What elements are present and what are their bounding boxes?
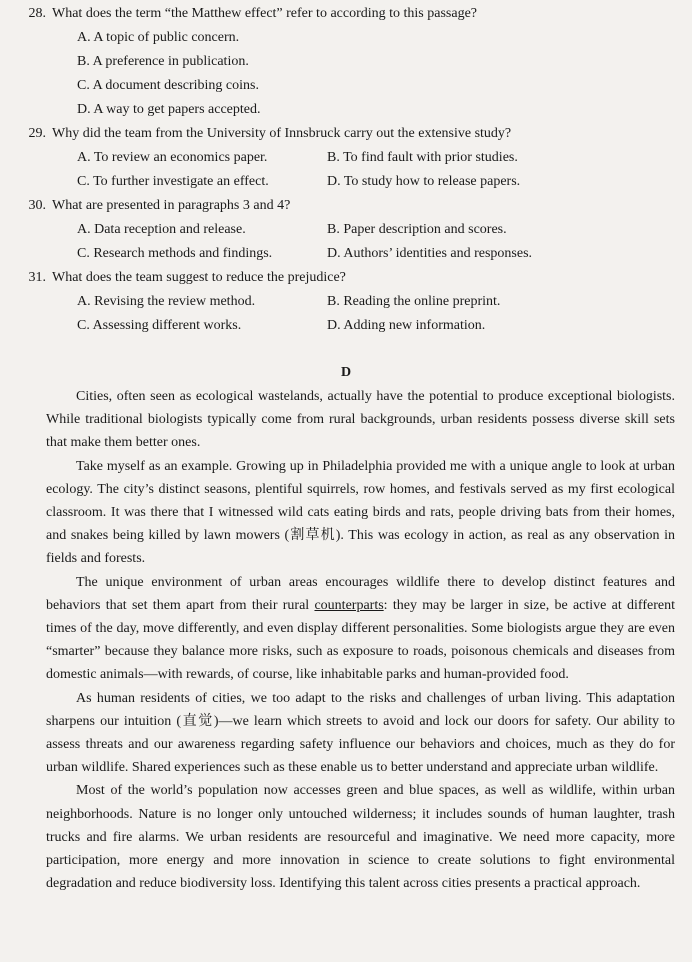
paragraph-text: : they may be larger in size, be active at different times of the day, move differently, and even display different personalities. Some biologists argue they are even “smarter” because they balance more risks, such as exposure to roads, poisonous chemicals and diseases from domestic animals—with rewards, of course, like inhabitable parks and human-provided food. [46,597,675,683]
question-text: What are presented in paragraphs 3 and 4? [52,198,291,213]
option-29-d: D. To study how to release papers. [327,174,521,189]
passage-paragraph-2: Take myself as an example. Growing up in Philadelphia provided me with a unique angle to look at urban ecology. The city’s distinct seasons, plentiful squirrels, row homes, and festivals served as my first ecological classroom. It was there that I witnessed wild cats eating birds and rats, people driving bats from their homes, and snakes being killed by lawn mowers (割草机). This was ecology in action, as real as any observation in fields and forests. [46,458,675,567]
reading-passage [46,385,675,895]
option-28-b: B. A preference in publication. [77,54,249,69]
passage-paragraph-4: As human residents of cities, we too adapt to the risks and challenges of urban living. This adaptation sharpens our intuition (直觉)—we learn which streets to avoid and lock our doors for safety. Our ability to assess threats and our awareness regarding safety influence our behaviors and choices, much as they do for urban wildlife. Shared experiences such as these enable us to better understand and appreciate urban wildlife. [46,690,675,776]
option-30-a: A. Data reception and release. [77,222,246,237]
option-31-a: A. Revising the review method. [77,294,256,309]
paragraph-text: The unique environment of urban areas encourages wildlife there to develop distinct features and behaviors that set them apart from their rural [46,574,675,613]
passage-paragraph-3 [46,571,675,687]
question-31-stem [12,268,682,287]
question-number: 29. [28,126,46,141]
question-text: What does the term “the Matthew effect” refer to according to this passage? [52,6,478,21]
question-text: Why did the team from the University of Innsbruck carry out the extensive study? [52,126,512,141]
passage-paragraph-5: Most of the world’s population now accesses green and blue spaces, as well as wildlife, within urban neighborhoods. Nature is no longer only untouched wilderness; it includes sounds of human laughter, trash trucks and fire alarms. We urban residents are resourceful and imaginative. We need more capacity, more participation, more energy and more innovation in science to create solutions to fight environmental degradation and reduce biodiversity loss. Identifying this talent across cities presents a practical approach. [46,783,675,892]
option-29-a: A. To review an economics paper. [77,150,268,165]
question-30-stem [12,196,682,215]
option-30-c: C. Research methods and findings. [77,246,273,261]
question-number: 30. [28,198,46,213]
underlined-word: counterparts [314,597,384,613]
option-30-d: D. Authors’ identities and responses. [327,246,533,261]
option-28-d: D. A way to get papers accepted. [77,102,261,117]
option-28-c: C. A document describing coins. [77,78,259,93]
option-31-b: B. Reading the online preprint. [327,294,501,309]
passage-paragraph-1: Cities, often seen as ecological wastelands, actually have the potential to produce exceptional biologists. While traditional biologists typically come from rural backgrounds, urban residents possess diverse skill sets that make them better ones. [46,389,675,451]
question-29-stem [12,124,682,143]
option-31-d: D. Adding new information. [327,318,486,333]
option-31-c: C. Assessing different works. [77,318,242,333]
option-29-b: B. To find fault with prior studies. [327,150,518,165]
option-28-a: A. A topic of public concern. [77,30,240,45]
option-29-c: C. To further investigate an effect. [77,174,269,189]
question-28-stem [12,4,682,23]
question-number: 31. [28,270,46,285]
option-30-b: B. Paper description and scores. [327,222,507,237]
question-number: 28. [28,6,46,21]
section-title: D [340,365,352,380]
question-text: What does the team suggest to reduce the prejudice? [52,270,346,285]
